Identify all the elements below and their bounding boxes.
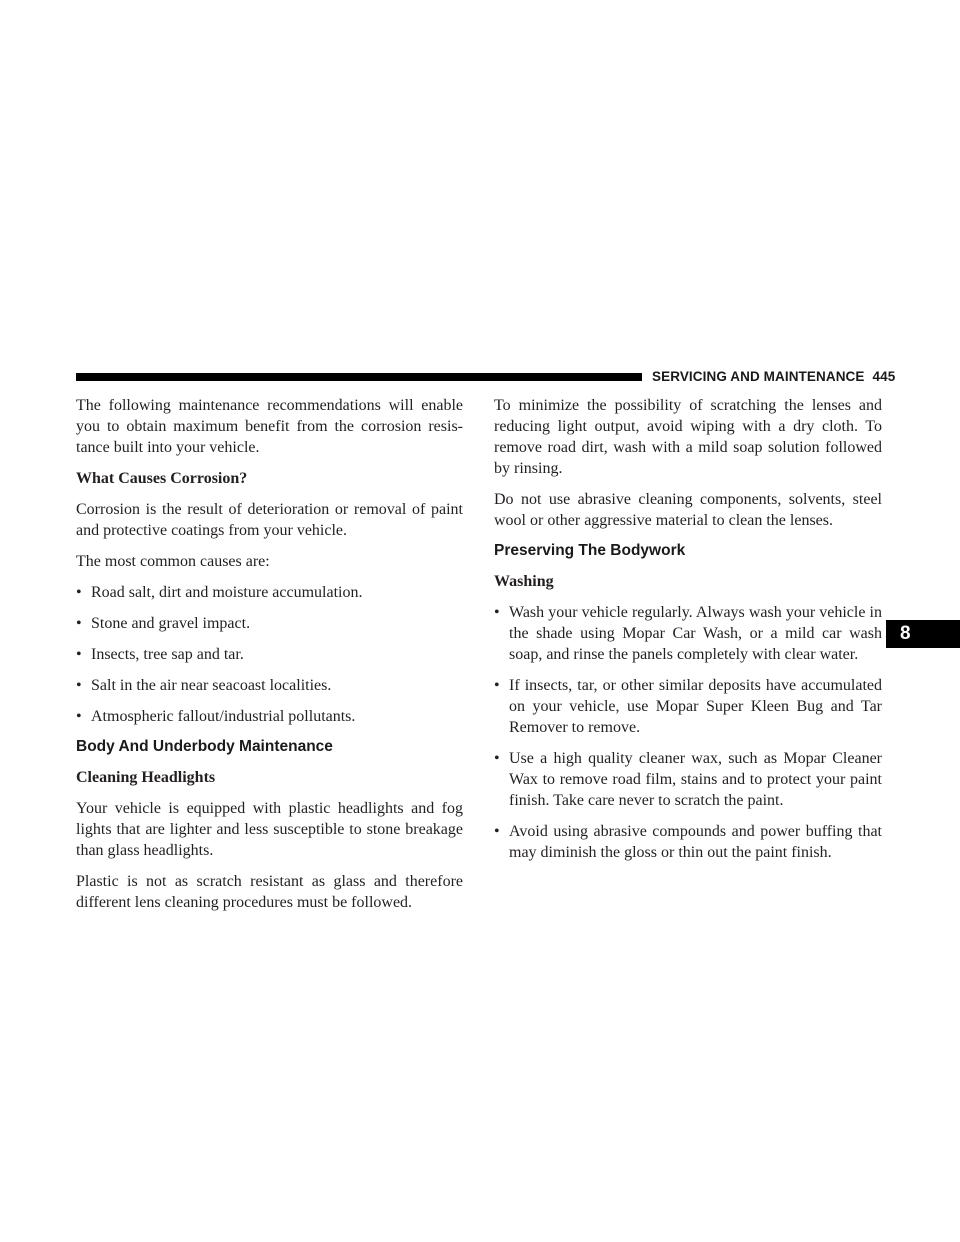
lens-paragraph-2: Do not use abrasive cleaning components, solvents, steel wool or other aggressive material to clean the lenses. xyxy=(494,491,882,529)
list-item xyxy=(494,821,882,863)
list-item-text: Atmospheric fallout/industrial pollutants. xyxy=(91,708,356,725)
list-item-text: If insects, tar, or other similar deposits have accumulated on your vehicle, use Mopar Super Kleen Bug and Tar Remover to remove. xyxy=(509,677,882,736)
causes-list xyxy=(76,582,463,727)
header-rule xyxy=(76,373,642,381)
list-item xyxy=(76,675,463,696)
causes-intro: The most common causes are: xyxy=(76,553,270,570)
list-item-text: Insects, tree sap and tar. xyxy=(91,646,244,663)
body-maintenance-heading: Body And Underbody Maintenance xyxy=(76,738,333,755)
running-head xyxy=(652,369,896,387)
headlights-paragraph-2: Plastic is not as scratch resistant as glass and therefore different lens cleaning procedures must be followed. xyxy=(76,873,463,911)
list-item xyxy=(494,675,882,738)
bullet-icon: • xyxy=(76,708,82,725)
list-item-text: Road salt, dirt and moisture accumulation. xyxy=(91,584,363,601)
bullet-icon: • xyxy=(494,604,500,621)
bullet-icon: • xyxy=(76,677,82,694)
bodywork-heading: Preserving The Bodywork xyxy=(494,542,686,559)
bullet-icon: • xyxy=(494,750,500,767)
chapter-tab: 8 xyxy=(886,620,960,648)
running-title: SERVICING AND MAINTENANCE xyxy=(652,369,865,384)
list-item xyxy=(76,644,463,665)
bullet-icon: • xyxy=(494,677,500,694)
list-item xyxy=(76,582,463,603)
list-item-text: Avoid using abrasive compounds and power buffing that may diminish the gloss or thin out the paint finish. xyxy=(509,823,882,861)
bullet-icon: • xyxy=(76,646,82,663)
washing-list xyxy=(494,602,882,863)
list-item xyxy=(76,706,463,727)
lens-paragraph-1: To minimize the possibility of scratching the lenses and reducing light output, avoid wiping with a dry cloth. To remove road dirt, wash with a mild soap solution followed by rinsing. xyxy=(494,397,882,477)
bullet-icon: • xyxy=(76,584,82,601)
list-item-text: Wash your vehicle regularly. Always wash your vehicle in the shade using Mopar Car Wash, or a mild car wash soap, and rinse the panels completely with clear water. xyxy=(509,604,882,663)
bullet-icon: • xyxy=(494,823,500,840)
list-item-text: Salt in the air near seacoast localities. xyxy=(91,677,332,694)
corrosion-paragraph: Corrosion is the result of deterioration or removal of paint and protective coatings from your vehicle. xyxy=(76,501,463,539)
right-column xyxy=(494,395,882,873)
intro-paragraph: The following maintenance recommendations will enable you to obtain maximum benefit from the corrosion resis-tance built into your vehicle. xyxy=(76,397,463,456)
list-item xyxy=(76,613,463,634)
headlights-heading: Cleaning Headlights xyxy=(76,769,216,786)
list-item-text: Use a high quality cleaner wax, such as Mopar Cleaner Wax to remove road film, stains and to protect your paint finish. Take care never to scratch the paint. xyxy=(509,750,882,809)
bullet-icon: • xyxy=(76,615,82,632)
list-item-text: Stone and gravel impact. xyxy=(91,615,251,632)
list-item xyxy=(494,748,882,811)
list-item xyxy=(494,602,882,665)
left-column xyxy=(76,395,463,923)
washing-heading: Washing xyxy=(494,573,554,590)
page-number: 445 xyxy=(872,369,896,384)
headlights-paragraph-1: Your vehicle is equipped with plastic headlights and fog lights that are lighter and less susceptible to stone breakage than glass headlights. xyxy=(76,800,463,859)
corrosion-heading: What Causes Corrosion? xyxy=(76,470,248,487)
